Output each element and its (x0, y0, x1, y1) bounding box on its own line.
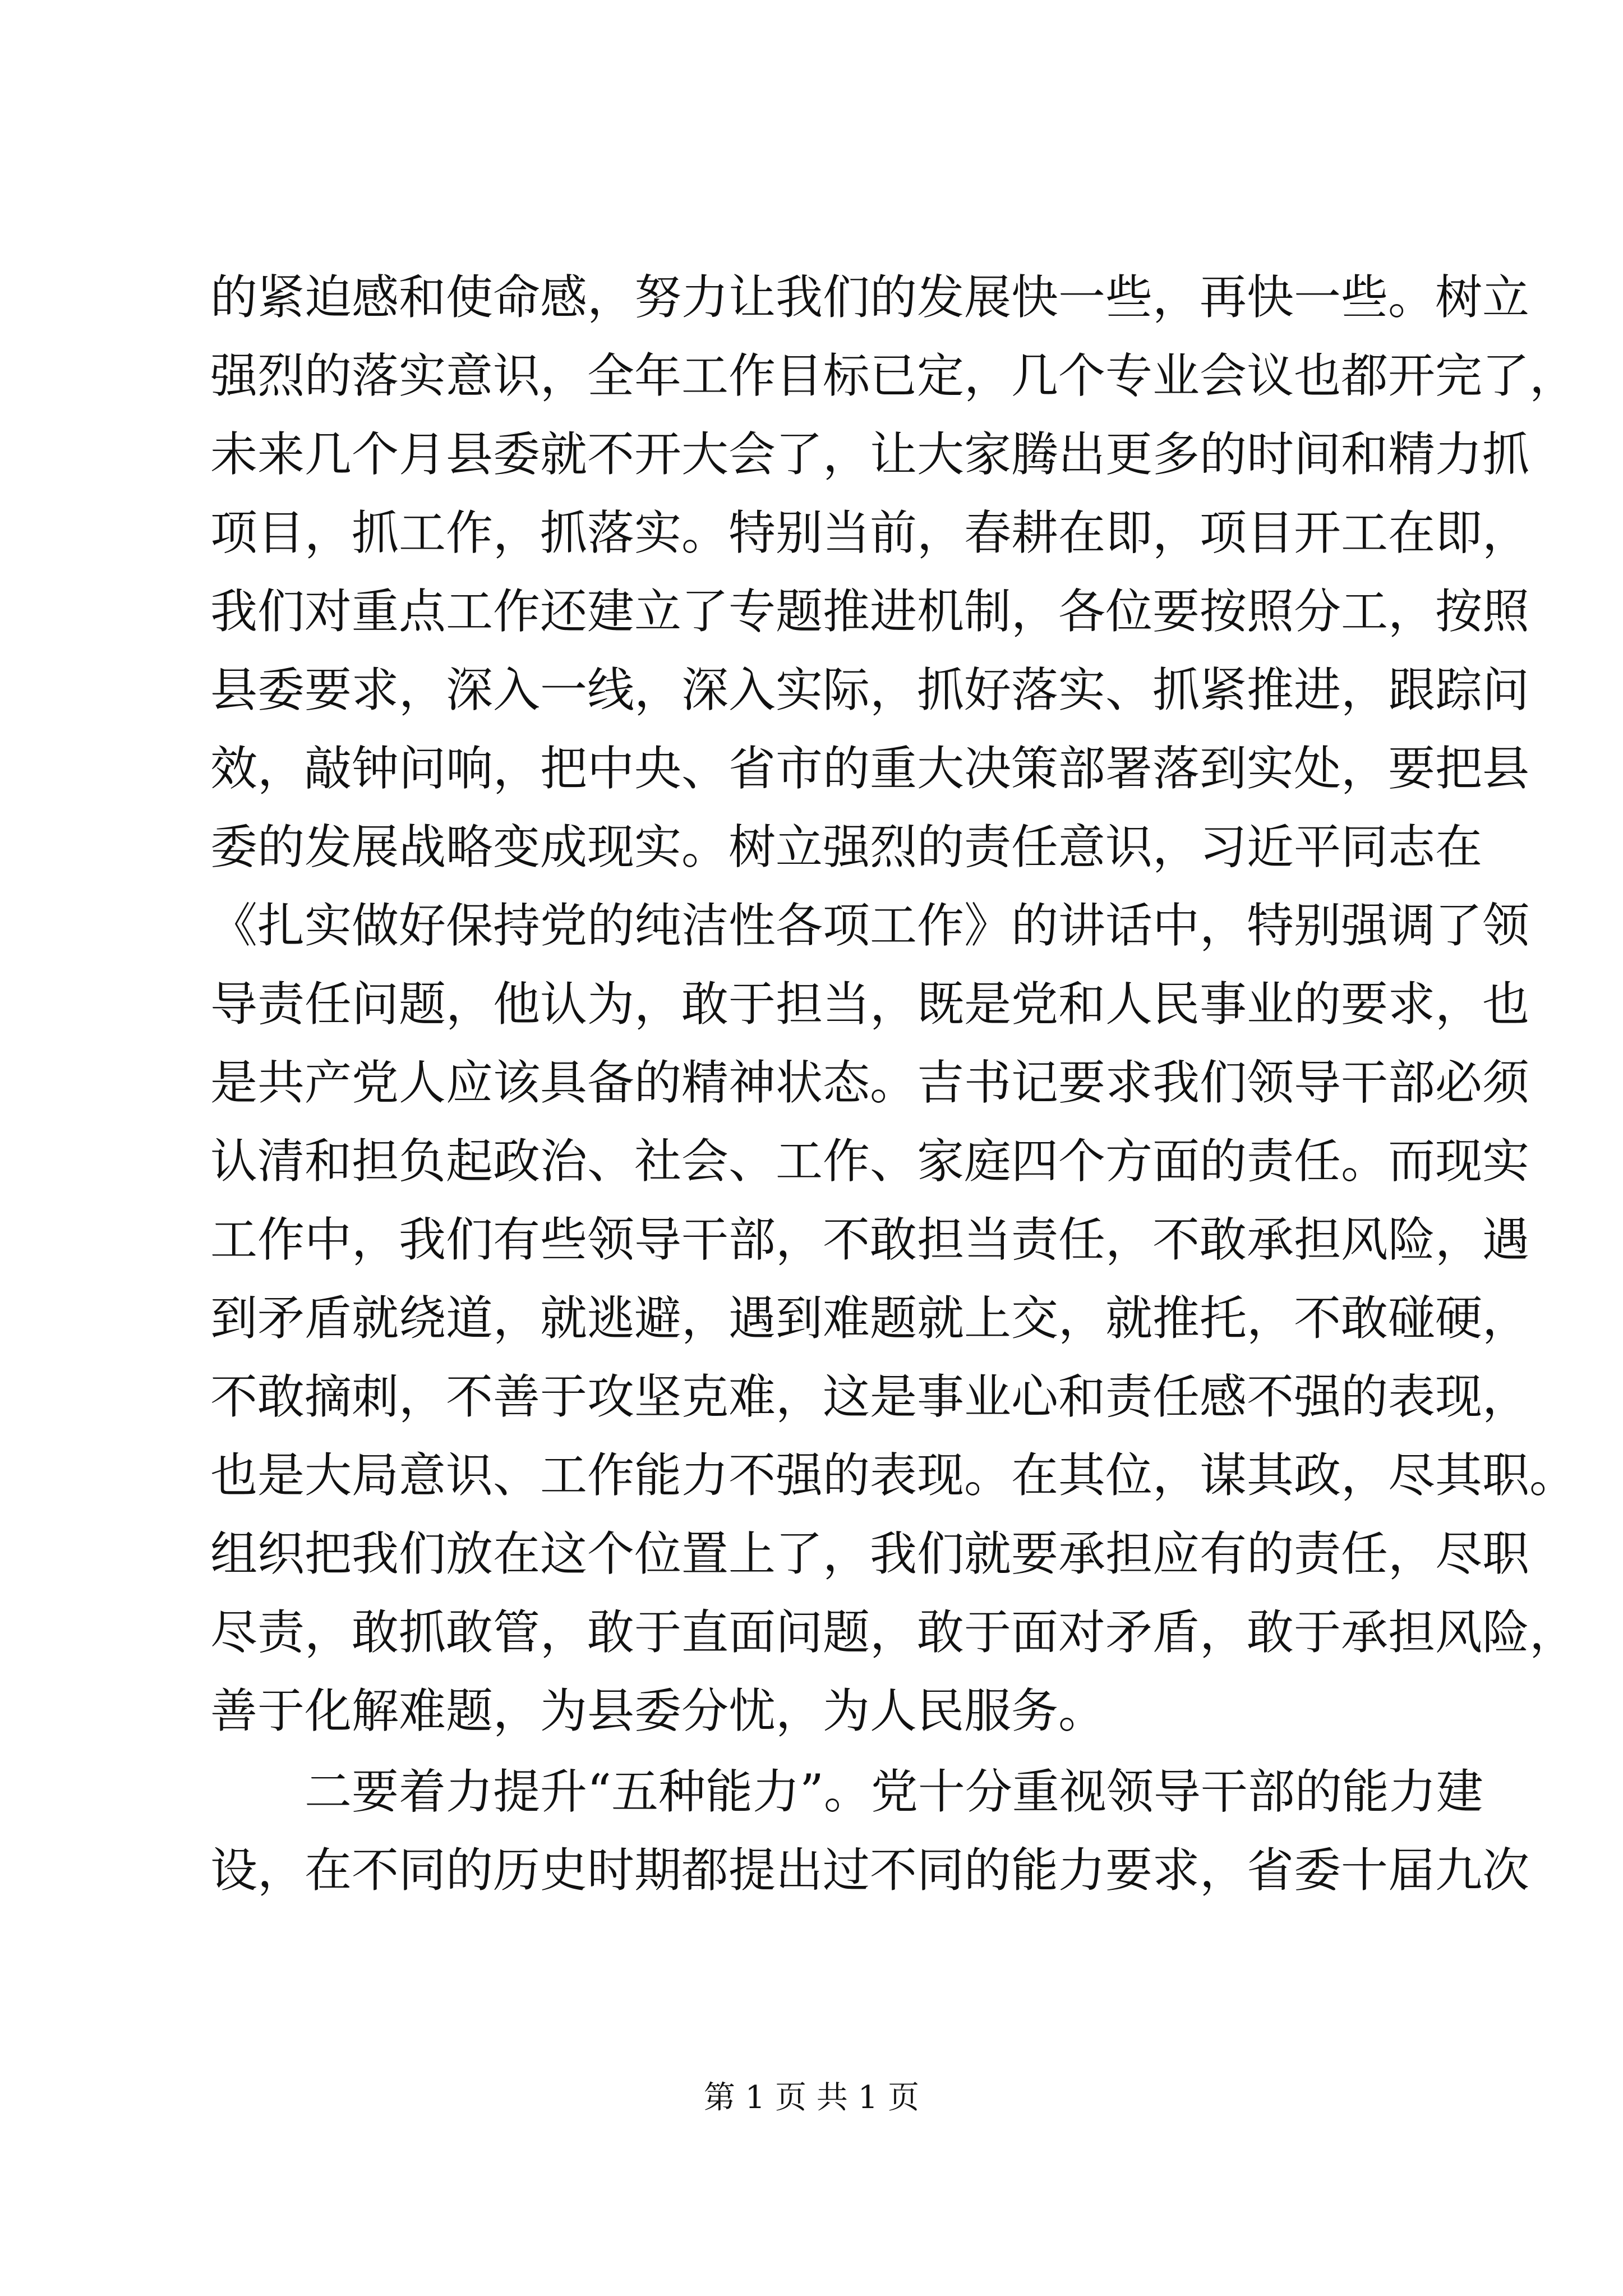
paragraph-1-line-11: 是共产党人应该具备的精神状态。吉书记要求我们领导干部必须 (210, 1055, 1530, 1110)
paragraph-1-line-1: 的紧迫感和使命感，努力让我们的发展快一些，再快一些。树立 (210, 270, 1530, 325)
paragraph-1-line-15: 不敢摘刺，不善于攻坚克难，这是事业心和责任感不强的表现， (210, 1369, 1530, 1424)
paragraph-1-line-16: 也是大局意识、工作能力不强的表现。在其位，谋其政，尽其职。 (210, 1448, 1577, 1503)
paragraph-1-line-13: 工作中，我们有些领导干部，不敢担当责任，不敢承担风险，遇 (210, 1212, 1530, 1267)
paragraph-1-line-5: 我们对重点工作还建立了专题推进机制，各位要按照分工，按照 (210, 584, 1530, 639)
paragraph-2-line-1: 二要着力提升“五种能力”。党十分重视领导干部的能力建 (305, 1764, 1483, 1819)
paragraph-1-line-8: 委的发展战略变成现实。树立强烈的责任意识，习近平同志在 (210, 820, 1483, 875)
paragraph-1-line-7: 效，敲钟问响，把中央、省市的重大决策部署落到实处，要把县 (210, 741, 1530, 796)
page-number-label: 第 1 页 共 1 页 (703, 2079, 920, 2116)
paragraph-1-line-18: 尽责，敢抓敢管，敢于直面问题，敢于面对矛盾，敢于承担风险， (210, 1605, 1577, 1660)
paragraph-1-line-17: 组织把我们放在这个位置上了，我们就要承担应有的责任，尽职 (210, 1526, 1530, 1581)
paragraph-1-line-4: 项目，抓工作，抓落实。特别当前，春耕在即，项目开工在即， (210, 505, 1530, 560)
paragraph-1-line-19: 善于化解难题，为县委分忧，为人民服务。 (210, 1683, 1106, 1738)
document-body (210, 258, 1577, 1910)
paragraph-1-line-9: 《扎实做好保持党的纯洁性各项工作》的讲话中，特别强调了领 (210, 898, 1530, 953)
paragraph-1-line-10: 导责任问题，他认为，敢于担当，既是党和人民事业的要求，也 (210, 977, 1530, 1032)
paragraph-1-line-3: 未来几个月县委就不开大会了，让大家腾出更多的时间和精力抓 (210, 427, 1530, 482)
page-footer (0, 2076, 1623, 2120)
paragraph-1-line-12: 认清和担负起政治、社会、工作、家庭四个方面的责任。而现实 (210, 1134, 1530, 1189)
paragraph-1-line-14: 到矛盾就绕道，就逃避，遇到难题就上交，就推托，不敢碰硬， (210, 1291, 1530, 1346)
paragraph-2-line-2: 设，在不同的历史时期都提出过不同的能力要求，省委十届九次 (210, 1843, 1530, 1898)
paragraph-1-line-6: 县委要求，深入一线，深入实际，抓好落实、抓紧推进，跟踪问 (210, 662, 1530, 717)
paragraph-1-line-2: 强烈的落实意识，全年工作目标已定，几个专业会议也都开完了， (210, 348, 1577, 403)
